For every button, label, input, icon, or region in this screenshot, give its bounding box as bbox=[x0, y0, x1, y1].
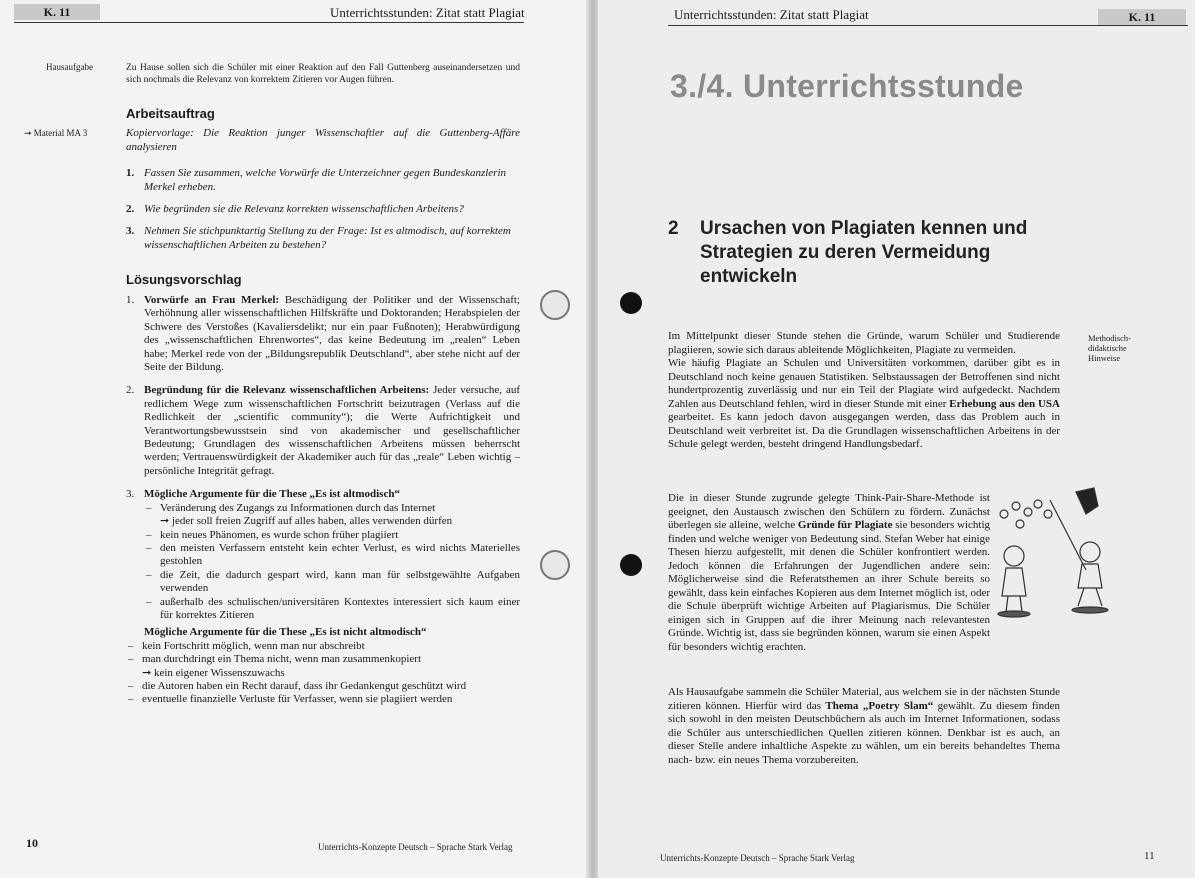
arbeitsauftrag-heading: Arbeitsauftrag bbox=[126, 106, 215, 121]
paragraph: Als Hausaufgabe sammeln die Schüler Material, aus welchem sie in der nächsten Stunde zitieren können. Hierfür wird das Thema „Poetry Slam“ gewählt. Zu diesem finden sich sowohl in den meisten Deutschbüchern als auch im Internet Informationen, sodass die Schüler aus unterschiedlichen Quellen zitieren können. Denkbar ist es auch, an dieser Stelle andere inhaltliche Aspekte zu wählen, um ein bereits behandeltes Thema nach- bzw. ein neues Thema vorzubereiten. bbox=[668, 686, 1060, 766]
punch-hole bbox=[620, 292, 642, 314]
chapter-tag: K. 11 bbox=[1098, 9, 1186, 25]
pro-argument: – Veränderung des Zugangs zu Informationen durch das Internet bbox=[146, 501, 436, 514]
solution-number: 2. bbox=[126, 384, 135, 397]
solution-head: Vorwürfe an Frau Merkel: bbox=[144, 294, 280, 306]
solution-number: 1. bbox=[126, 294, 135, 306]
task-list bbox=[126, 166, 520, 260]
pro-argument: – außerhalb des schulischen/universitären Kontextes interessiert sich kaum einer für korrektes Zitieren bbox=[146, 595, 520, 621]
task-text: Nehmen Sie stichpunktartig Stellung zu der Frage: Ist es altmodisch, auf korrektem wissenschaftlichen Arbeiten zu bestehen? bbox=[144, 225, 511, 251]
pro-argument: – den meisten Verfassern entsteht kein echter Verlust, es wird nichts Materielles gestohlen bbox=[146, 541, 520, 568]
page-number: 11 bbox=[1144, 850, 1155, 862]
running-title: Unterrichtsstunden: Zitat statt Plagiat bbox=[674, 7, 869, 22]
contra-argument: – die Autoren haben ein Recht darauf, dass ihr Gedankengut geschützt wird bbox=[128, 679, 467, 692]
solution-text: Beschädigung der Politiker und der Wissenschaft; Verhöhnung aller wissenschaftlichen Hilfskräfte und Doktoranden; Herabspielen der Schwere des Verstoßes (Kavaliersdelikt; nur ein paar Fußnoten); Herabwürdigung des „wissenschaftlichen Ehrenwortes“, das keine Bedeutung im „realen“ Leben habe; Merkel rede von der „Bildungsrepublik Deutschland“, aber stehe nicht auf der Seite der Bildung. bbox=[144, 294, 520, 374]
solution-item-3 bbox=[126, 488, 520, 707]
body-text-narrow bbox=[668, 492, 990, 654]
running-title: Unterrichtsstunden: Zitat statt Plagiat bbox=[330, 5, 525, 20]
task-number: 2. bbox=[126, 203, 135, 215]
margin-note: Methodisch-didaktische Hinweise bbox=[1088, 333, 1131, 363]
cartoon-illustration bbox=[990, 484, 1125, 620]
lesson-title: 3./4. Unterrichtsstunde bbox=[670, 68, 1024, 104]
body-text bbox=[668, 330, 1060, 452]
solution-item-1 bbox=[126, 294, 520, 374]
solution-number: 3. bbox=[126, 488, 135, 501]
section-title: Ursachen von Plagiaten kennen und Strategien zu deren Vermeidung entwickeln bbox=[700, 218, 1028, 287]
contra-argument: – eventuelle finanzielle Verluste für Verfasser, wenn sie plagiiert werden bbox=[128, 693, 453, 706]
header-rule bbox=[14, 22, 524, 23]
pro-argument: – kein neues Phänomen, es wurde schon früher plagiiert bbox=[146, 528, 399, 541]
kopiervorlage: Kopiervorlage: Die Reaktion junger Wissenschaftler auf die Guttenberg-Affäre analysieren bbox=[126, 127, 520, 153]
paragraph: Im Mittelpunkt dieser Stunde stehen die Gründe, warum Schüler und Studierende plagiieren, sowie sich daraus ableitende Möglichkeiten, Plagiate zu vermeiden. bbox=[668, 330, 1060, 356]
pro-heading: Mögliche Argumente für die These „Es ist altmodisch“ bbox=[144, 488, 400, 501]
footer: Unterrichts-Konzepte Deutsch – Sprache Stark Verlag bbox=[318, 842, 513, 852]
contra-sub-argument: ➞ kein eigener Wissenszuwachs bbox=[142, 666, 285, 679]
hausaufgabe-text: Zu Hause sollen sich die Schüler mit einer Reaktion auf den Fall Guttenberg auseinandersetzen und sich nochmals die Relevanz von korrektem Zitieren vor Augen führen. bbox=[126, 63, 520, 85]
task-item bbox=[126, 202, 520, 216]
punch-hole bbox=[540, 550, 570, 580]
punch-hole bbox=[540, 290, 570, 320]
solution-head: Begründung für die Relevanz wissenschaftlichen Arbeitens: bbox=[144, 384, 430, 397]
task-text: Fassen Sie zusammen, welche Vorwürfe die Unterzeichner gegen Bundeskanzlerin Merkel erheben. bbox=[144, 167, 507, 193]
contra-argument: – man durchdringt ein Thema nicht, wenn man zusammenkopiert bbox=[128, 653, 421, 666]
loesung-heading: Lösungsvorschlag bbox=[126, 272, 242, 287]
task-number: 1. bbox=[126, 167, 135, 179]
pro-argument: – die Zeit, die dadurch gespart wird, kann man für selbstgewählte Aufgaben verwenden bbox=[146, 568, 520, 595]
paragraph: Die in dieser Stunde zugrunde gelegte Think-Pair-Share-Methode ist geeignet, den Austausch zwischen den Schülern zu fördern. Zunächst überlegen sie alleine, welche Gründe für Plagiate sie besonders wichtig finden und welche weniger von Bedeutung sind. Stefan Weber hat einige Thesen hierzu aufgestellt, mit denen die Schüler konfrontiert werden. Jedoch können die Erfahrungen der Jugendlichen andere sein: Möglicherweise sind die Referatsthemen an ihrer Schule bereits so gewählt, dass kein einfaches Kopieren aus dem Internet möglich ist, oder die Schule überprüft wichtige Arbeiten auf Plagiarismus. Die Schüler einigen sich in Gruppen auf die ihrer Meinung nach relevantesten Gründe. Wichtig ist, dass sie begründen können, warum sie einen Aspekt für besonders wichtig erachten. bbox=[668, 492, 991, 653]
solution-text: Jeder versuche, auf redlichem Wege zum wissenschaftlichen Fortschritt beizutragen (Verlass auf die Redlichkeit der „scientific community“); die Werte Aufrichtigkeit und Verantwortungsbewusstsein sind von akademischer und gesellschaftlicher Bedeutung; Grundlagen des wissenschaftlichen Arbeitens müssen beherrscht werden; Vertrauenswürdigkeit der Akademiker auch für das „reale“ Leben wichtig – persönliche Integrität gefragt. bbox=[144, 384, 520, 477]
task-item bbox=[126, 224, 520, 252]
solution-block bbox=[126, 294, 520, 711]
solution-item-2 bbox=[126, 384, 520, 478]
left-page bbox=[0, 0, 588, 878]
task-item bbox=[126, 166, 520, 194]
header-rule bbox=[668, 25, 1188, 26]
page-number: 10 bbox=[26, 836, 38, 850]
body-text-bottom bbox=[668, 686, 1060, 767]
section-number: 2 bbox=[668, 218, 679, 239]
paragraph: Wie häufig Plagiate an Schulen und Universitäten vorkommen, darüber gibt es in Deutschland noch keine genauen Statistiken. Selbstaussagen der Betroffenen sind nicht hundertprozentig zuverlässig und nur ein Teil der Plagiate wird aufgedeckt. Nachdem Zahlen aus Deutschland fehlen, wird in dieser Stunde mit einer Erhebung aus den USA gearbeitet. Es kann jedoch davon ausgegangen werden, dass das Problem auch in Deutschland weit verbreitet ist. Da die Grundlagen wissenschaftlichen Arbeitens in der Schule gelegt werden, besteht dringend Handlungsbedarf. bbox=[668, 357, 1060, 450]
footer: Unterrichts-Konzepte Deutsch – Sprache Stark Verlag bbox=[660, 853, 855, 863]
contra-heading: Mögliche Argumente für die These „Es ist nicht altmodisch“ bbox=[144, 626, 427, 639]
hausaufgabe-label: Hausaufgabe bbox=[46, 62, 93, 72]
right-page bbox=[598, 0, 1195, 878]
task-number: 3. bbox=[126, 225, 135, 237]
chapter-tag: K. 11 bbox=[14, 4, 100, 20]
contra-argument: – kein Fortschritt möglich, wenn man nur abschreibt bbox=[128, 639, 365, 652]
task-text: Wie begründen sie die Relevanz korrekten wissenschaftlichen Arbeitens? bbox=[144, 203, 464, 215]
punch-hole bbox=[620, 554, 642, 576]
pro-sub-argument: ➞ jeder soll freien Zugriff auf alles haben, alles verwenden dürfen bbox=[160, 515, 453, 528]
material-ref: ➞ Material MA 3 bbox=[24, 128, 88, 138]
